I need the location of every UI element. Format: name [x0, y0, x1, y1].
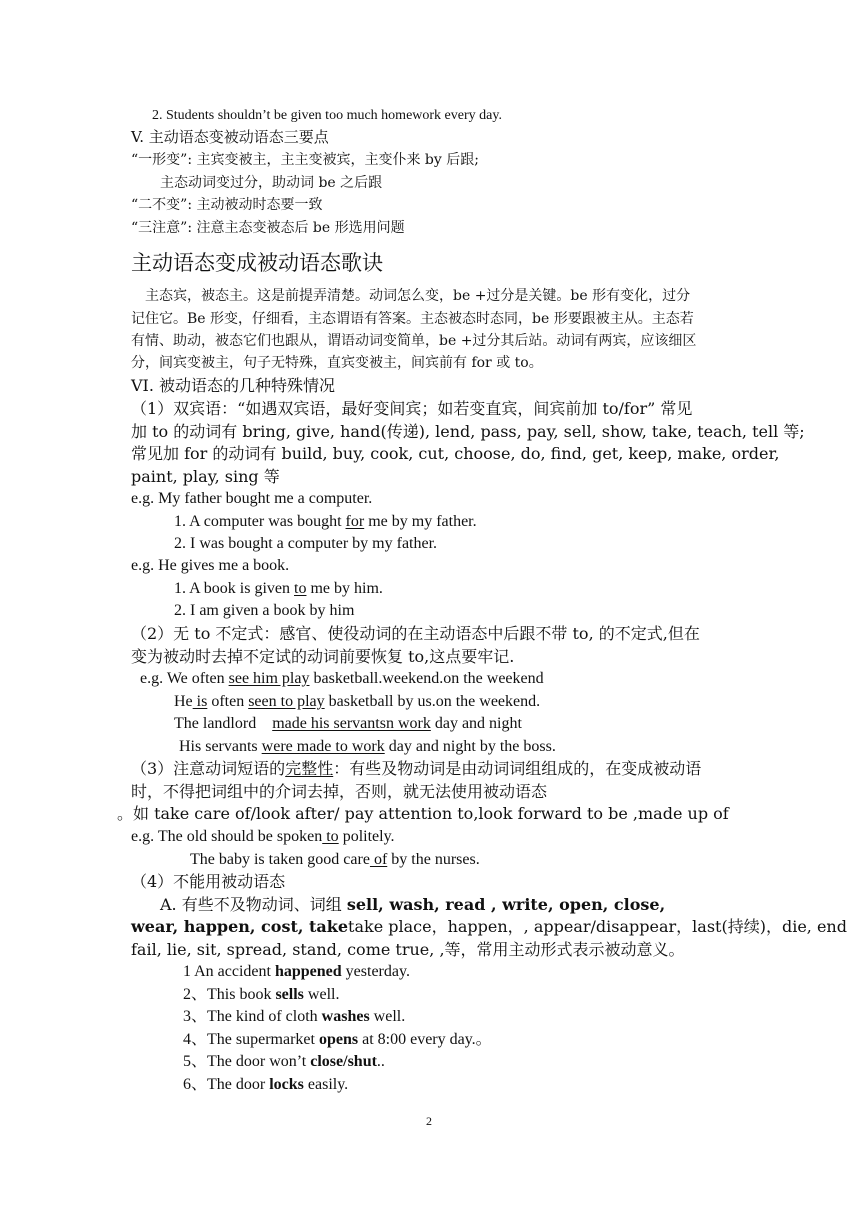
rule-two-no-change: “二不变”: 主动被动时态要一致 [131, 197, 323, 213]
underlined-word: to [322, 828, 339, 845]
section-v-heading: V. 主动语态变被动语态三要点 [131, 128, 329, 146]
text-segment: basketball.weekend.on the weekend [309, 670, 544, 687]
underlined-word: to [294, 580, 307, 597]
text-segment: 1 An accident [183, 963, 275, 980]
underlined-phrase: made his servantsn work [272, 715, 431, 732]
rhyme-title: 主动语态变成被动语态歌诀 [131, 251, 383, 275]
p4-line-2 [131, 919, 847, 935]
p1-line-4: paint, play, sing 等 [131, 467, 280, 486]
p4-line-3: fail, lie, sit, spread, stand, come true, ,等，常用主动形式表示被动意义。 [131, 940, 685, 959]
underlined-phrase: see him play [228, 670, 310, 687]
bold-verb: sells [275, 986, 304, 1003]
rhyme-line-4: 分，间宾变被主，句子无特殊，直宾变被主，间宾前有 for 或 to。 [131, 355, 543, 371]
p1-example-2-answer-1 [174, 581, 383, 597]
text-segment: His servants [179, 738, 262, 755]
p4-example-4 [183, 1032, 492, 1048]
text-segment: 5、The door won’t [183, 1053, 311, 1070]
p4-example-6 [183, 1077, 348, 1093]
p3-line-1 [131, 761, 701, 777]
underlined-phrase: seen to play [248, 693, 325, 710]
text-segment: yesterday. [341, 963, 410, 980]
text-segment: 6、The door [183, 1076, 270, 1093]
text-segment: day and night [430, 715, 522, 732]
text-segment: by the nurses. [387, 851, 480, 868]
text-segment: day and night by the boss. [384, 738, 556, 755]
rhyme-line-3: 有情、助动，被态它们也跟从，谓语动词变简单，be +过分其后站。动词有两宾，应该细区 [131, 333, 697, 349]
underlined-word: is [192, 693, 208, 710]
p1-example-1-answer-2: 2. I was bought a computer by my father. [174, 535, 438, 552]
text-segment: .. [376, 1053, 385, 1070]
text-segment: 1. A computer was bought [174, 513, 346, 530]
bold-verb: locks [269, 1076, 304, 1093]
text-segment: e.g. We often [140, 670, 229, 687]
section-vi-heading: VI. 被动语态的几种特殊情况 [131, 376, 336, 395]
p3-example-1 [131, 829, 395, 845]
p4-line-a [160, 897, 665, 913]
bold-verb: opens [318, 1031, 359, 1048]
underlined-word: of [369, 851, 388, 868]
bold-verbs: sell, wash, read , write, open, close, [346, 895, 666, 914]
p3-line-3: 。如 take care of/look after/ pay attention to,look forward to be ,made up of [117, 804, 729, 823]
p2-line-2: 变为被动时去掉不定试的动词前要恢复 to,这点要牢记. [131, 647, 515, 666]
p2-example-3 [174, 716, 522, 732]
text-segment: e.g. The old should be spoken [131, 828, 323, 845]
p1-example-2-answer-2: 2. I am given a book by him [174, 602, 355, 619]
bold-verb: close/shut [310, 1053, 377, 1070]
bold-verb: washes [321, 1008, 370, 1025]
text-segment: me by my father. [364, 513, 477, 530]
underlined-phrase: were made to work [261, 738, 385, 755]
p1-line-2: 加 to 的动词有 bring, give, hand(传递), lend, pass, pay, sell, show, take, teach, tell 等; [131, 422, 805, 441]
rhyme-line-1: 主态宾，被态主。这是前提弄清楚。动词怎么变，be +过分是关键。be 形有变化，过分 [145, 288, 691, 304]
rhyme-line-2: 记住它。Be 形变，仔细看，主态谓语有答案。主态被态时态同，be 形要跟被主从。主态若 [131, 311, 694, 327]
p2-example-4 [179, 739, 556, 755]
text-segment: 4、The supermarket [183, 1031, 319, 1048]
page-number: 2 [426, 1114, 432, 1128]
p2-example-1 [140, 671, 544, 687]
text-segment: The landlord [174, 715, 273, 732]
text-segment: easily. [303, 1076, 349, 1093]
p4-heading: （4）不能用被动语态 [131, 872, 286, 891]
text-segment: 1. A book is given [174, 580, 295, 597]
item-2: 2. Students shouldn’t be given too much homework every day. [152, 108, 502, 123]
text-segment: often [207, 693, 249, 710]
p3-example-2 [190, 852, 480, 868]
p4-example-3 [183, 1009, 405, 1025]
rule-three-notes: “三注意”: 注意主态变被态后 be 形选用问题 [131, 220, 405, 236]
text-segment: me by him. [306, 580, 383, 597]
rule-one-change: “一形变”: 主宾变被主，主主变被宾，主变仆来 by 后跟; [131, 152, 479, 168]
p4-example-2 [183, 987, 339, 1003]
text-segment: well. [369, 1008, 406, 1025]
rule-one-change-cont: 主态动词变过分，助动词 be 之后跟 [160, 175, 383, 191]
text-segment: 3、The kind of cloth [183, 1008, 322, 1025]
text-segment: ：有些及物动词是由动词词组组成的，在变成被动语 [333, 759, 702, 778]
text-segment: basketball by us.on the weekend. [324, 693, 541, 710]
p3-line-2: 时，不得把词组中的介词去掉，否则，就无法使用被动语态 [131, 782, 548, 801]
text-segment: He [174, 693, 193, 710]
text-segment: A. 有些不及物动词、词组 [160, 895, 347, 914]
text-segment: at 8:00 every day.。 [358, 1031, 492, 1048]
text-segment: politely. [338, 828, 395, 845]
p1-line-1: （1）双宾语：“如遇双宾语，最好变间宾；如若变直宾，间宾前加 to/for” 常见 [131, 399, 693, 418]
underlined-word: for [345, 513, 365, 530]
p1-line-3: 常见加 for 的动词有 build, buy, cook, cut, choose, do, find, get, keep, make, order, [131, 444, 780, 463]
text-segment: take place，happen，, appear/disappear，last(持续)，die, end [348, 917, 847, 936]
text-segment: well. [303, 986, 340, 1003]
text-segment: 2、This book [183, 986, 276, 1003]
p4-example-1 [183, 964, 410, 980]
p1-example-2: e.g. He gives me a book. [131, 557, 290, 574]
bold-verb: happened [274, 963, 342, 980]
p1-example-1-answer-1 [174, 514, 477, 530]
p1-example-1: e.g. My father bought me a computer. [131, 490, 373, 507]
p2-line-1: （2）无 to 不定式：感官、使役动词的在主动语态中后跟不带 to, 的不定式,但在 [131, 624, 700, 643]
p2-example-2 [174, 694, 540, 710]
p4-example-5 [183, 1054, 385, 1070]
bold-verbs: wear, happen, cost, take [131, 917, 349, 936]
text-segment: （3）注意动词短语的 [131, 759, 286, 778]
underlined-term: 完整性 [285, 759, 334, 778]
text-segment: The baby is taken good care [190, 851, 370, 868]
